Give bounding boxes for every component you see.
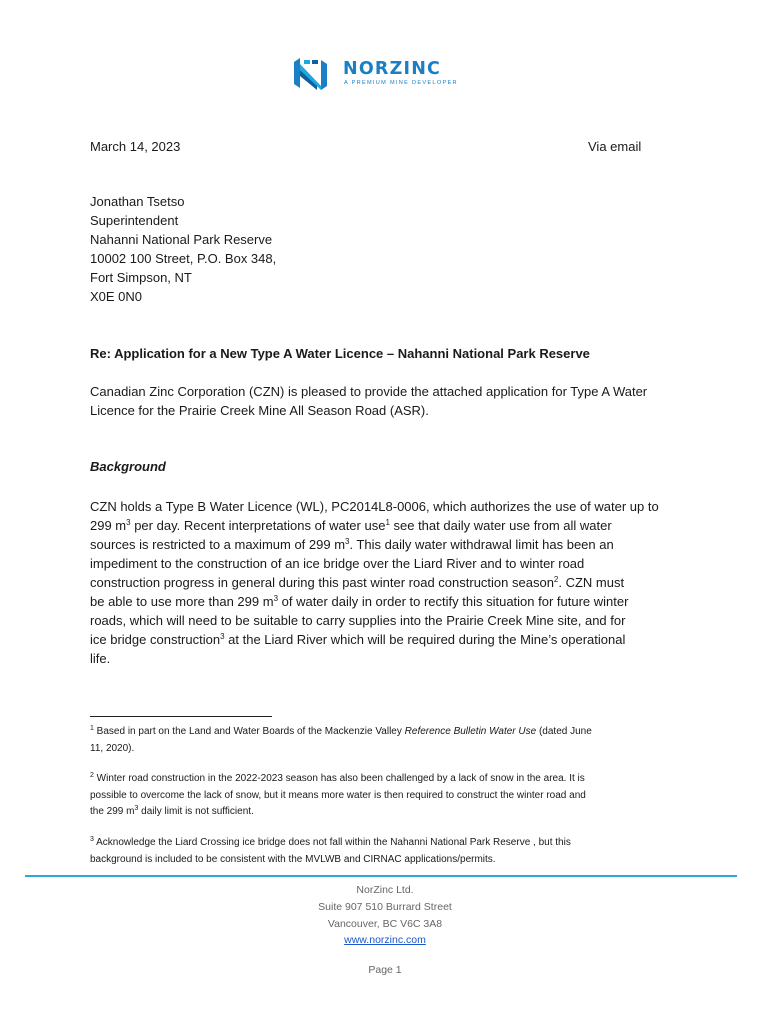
recipient-street: 10002 100 Street, P.O. Box 348, (90, 251, 277, 266)
recipient-city: Fort Simpson, NT (90, 270, 192, 285)
body-line: impediment to the construction of an ice bridge over the Liard River and to winter road (90, 556, 585, 571)
body-line: be able to use more than 299 $m^3$ of water daily in order to rectify this situation for future winter (90, 594, 629, 609)
body-line: CZN holds a Type B Water Licence (WL), PC2014L8-0006, which authorizes the use of water up to (90, 499, 659, 514)
footnote-3: $^3$ Acknowledge the Liard Crossing ice bridge does not fall within the Nahanni National Park Reserve , but this background is included to be consistent with the MVLWB and CIRNAC applications/permits. (90, 836, 571, 865)
recipient-title: Superintendent (90, 213, 179, 228)
intro-paragraph (90, 382, 647, 420)
footer-address-line-1: Suite 907 510 Burrard Street (318, 901, 452, 913)
brand-name: NORZINC (343, 59, 442, 79)
footer-address-line-2: Vancouver, BC V6C 3A8 (327, 918, 443, 930)
recipient-name: Jonathan Tsetso (90, 194, 185, 209)
body-line: life. (90, 651, 111, 666)
page-number: Page 1 (368, 964, 402, 976)
norzinc-logo (291, 56, 476, 92)
footer-company: NorZinc Ltd. (356, 884, 414, 896)
footnote-2: $^2$ Winter road construction in the 2022-2023 season has also been challenged by a lack of snow in the area. It is possible to overcome the lack of snow, but it means more water is then required to construct the winter road and the 299 $m^3$ daily limit is not sufficient. (90, 772, 586, 817)
footnote-ref: 1 (385, 518, 390, 527)
body-paragraph (90, 497, 659, 668)
section-heading: Background (90, 459, 166, 474)
norzinc-logo-icon (291, 56, 331, 92)
letter-date: March 14, 2023 (90, 139, 181, 154)
body-line: sources is restricted to a maximum of 299 $m^3$. This daily water withdrawal limit has been an (90, 537, 614, 552)
recipient-organization: Nahanni National Park Reserve (90, 232, 273, 247)
intro-line: Canadian Zinc Corporation (CZN) is pleased to provide the attached application for Type A Water (90, 384, 648, 399)
brand-tagline: A PREMIUM MINE DEVELOPER (344, 80, 458, 86)
intro-line: Licence for the Prairie Creek Mine All Season Road (ASR). (90, 403, 429, 418)
footer-divider (25, 875, 737, 877)
footer-website-row (0, 932, 770, 949)
footnote-1: $^1$ Based in part on the Land and Water Boards of the Mackenzie Valley Reference Bulletin Water Use (dated June 11, 2020). (90, 725, 592, 754)
footnote-ref: 2 (553, 575, 559, 584)
body-line: construction progress in general during this past winter road construction season$^2$. CZN must (90, 575, 625, 590)
body-line: ice bridge construction$^3$ at the Liard River which will be required during the Mine’s operational (90, 632, 626, 647)
body-line: roads, which will need to be suitable to carry supplies into the Prairie Creek Mine site, and for (90, 613, 626, 628)
recipient-postal-code: X0E 0N0 (90, 289, 143, 304)
website-link[interactable]: www.norzinc.com (344, 934, 426, 946)
body-line: 299 $m^3$ per day. Recent interpretations of water use$^1$ see that daily water use from all water (90, 518, 612, 533)
delivery-method: Via email (588, 139, 642, 154)
footnote-separator (90, 716, 272, 717)
footnote-ref: 3 (220, 632, 225, 641)
subject-line: Re: Application for a New Type A Water Licence – Nahanni National Park Reserve (90, 346, 590, 361)
